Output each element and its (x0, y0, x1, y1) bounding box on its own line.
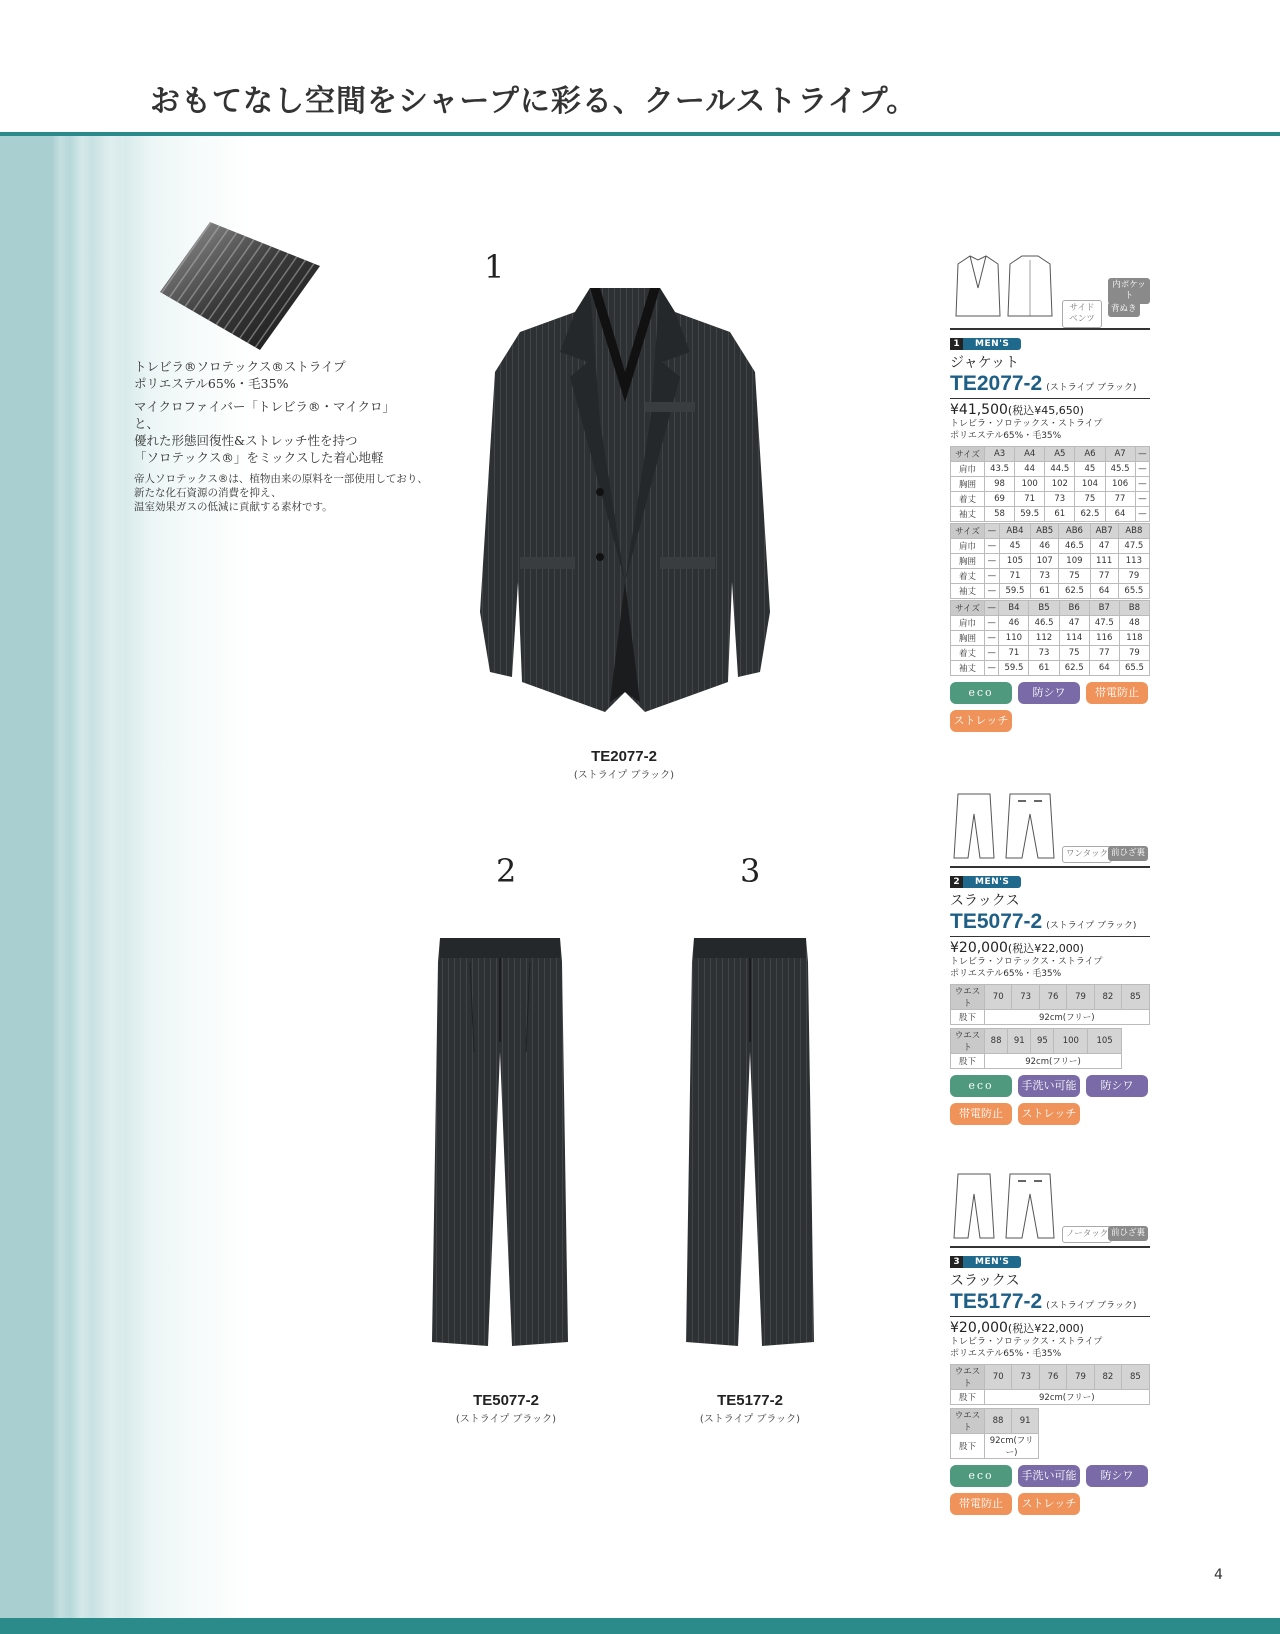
size-table (950, 446, 1150, 522)
size-row (951, 1365, 1150, 1390)
size-cell: AB6 (1059, 524, 1090, 539)
size-table (950, 1028, 1122, 1069)
size-row (951, 646, 1150, 661)
product-material (950, 956, 1150, 980)
eco-badge: eco (950, 1465, 1012, 1487)
size-cell: 95 (1031, 1029, 1054, 1054)
slacks-line-drawing (950, 1170, 1060, 1240)
size-cell: 61 (1031, 584, 1059, 599)
size-cell: B4 (999, 601, 1029, 616)
size-row (951, 569, 1150, 584)
slacks-2-color: (ストライプ ブラック) (455, 1414, 557, 1425)
divider (950, 1246, 1150, 1248)
mens-label (950, 876, 1150, 888)
size-cell: 股下 (951, 1390, 985, 1405)
fabric-desc: マイクロファイバー「トレビラ®・マイクロ」 (134, 399, 396, 414)
size-cell: 45 (1075, 462, 1105, 477)
size-cell: 73 (1012, 985, 1039, 1010)
size-cell: — (985, 616, 999, 631)
feature-tag: 前ひざ裏 (1108, 1226, 1148, 1241)
fabric-desc: 優れた形態回復性&ストレッチ性を持つ (134, 433, 358, 448)
stretch-badge: ストレッチ (950, 710, 1012, 732)
slacks-two-tuck-photo (430, 932, 570, 1352)
size-row (951, 584, 1150, 599)
size-cell: 71 (1015, 492, 1045, 507)
size-cell: — (985, 539, 1000, 554)
size-cell: 59.5 (999, 661, 1029, 676)
product-category: スラックス (950, 893, 1020, 909)
wrinkle-free-badge: 防シワ (1086, 1465, 1148, 1487)
size-cell: 88 (985, 1409, 1012, 1434)
bottom-divider (0, 1618, 1280, 1634)
mens-badge: MEN'S (963, 876, 1021, 888)
size-cell: 58 (985, 507, 1015, 522)
size-row (951, 492, 1150, 507)
size-table (950, 600, 1150, 676)
size-cell: 46 (999, 616, 1029, 631)
size-cell: 71 (999, 646, 1029, 661)
jacket-line-drawing (950, 252, 1060, 322)
spec-panel-jacket (950, 252, 1150, 732)
product-price (950, 940, 1150, 956)
page-number: 4 (1214, 1567, 1223, 1583)
size-cell: 47.5 (1118, 539, 1149, 554)
feature-tag: 背ぬき (1108, 302, 1140, 317)
photo-number-1: 1 (484, 248, 505, 286)
size-cell: サイズ (951, 601, 985, 616)
size-table (950, 1408, 1039, 1459)
antistatic-badge: 帯電防止 (1086, 682, 1148, 704)
size-cell: 61 (1029, 661, 1059, 676)
size-cell: 65.5 (1119, 661, 1149, 676)
feature-badges (950, 1075, 1150, 1125)
size-cell: 116 (1089, 631, 1119, 646)
feature-tag: ワンタック (1062, 846, 1112, 863)
size-cell: 82 (1094, 1365, 1121, 1390)
slacks-2-caption (396, 1392, 616, 1425)
material-line: ポリエステル65%・毛35% (950, 431, 1062, 441)
jacket-caption (514, 748, 734, 781)
slacks-2-code: TE5077-2 (473, 1392, 539, 1409)
size-cell: 104 (1075, 477, 1105, 492)
size-cell: 110 (999, 631, 1029, 646)
size-row (951, 1029, 1122, 1054)
hand-washable-badge: 手洗い可能 (1018, 1075, 1080, 1097)
product-model (950, 1290, 1150, 1314)
antistatic-badge: 帯電防止 (950, 1493, 1012, 1515)
photo-number-3: 3 (740, 852, 761, 890)
size-cell: ウエスト (951, 1365, 985, 1390)
stretch-badge: ストレッチ (1018, 1493, 1080, 1515)
size-cell: ウエスト (951, 985, 985, 1010)
size-cell: 114 (1059, 631, 1089, 646)
size-cell: 股下 (951, 1434, 985, 1459)
size-cell: A7 (1105, 447, 1135, 462)
fabric-desc: と、 (134, 416, 160, 431)
size-cell: B7 (1089, 601, 1119, 616)
eco-note: 帝人ソロテックス®は、植物由来の原料を一部使用しており、 (134, 473, 428, 485)
size-row (951, 447, 1150, 462)
wrinkle-free-badge: 防シワ (1018, 682, 1080, 704)
product-category: ジャケット (950, 355, 1020, 371)
feature-badges (950, 682, 1150, 732)
size-cell: — (985, 569, 1000, 584)
fabric-desc: 「ソロテックス®」をミックスした着心地軽 (134, 450, 384, 465)
size-row (951, 1390, 1150, 1405)
spec-panel-slacks-3 (950, 1170, 1150, 1515)
size-cell: 62.5 (1059, 584, 1090, 599)
size-cell: A3 (985, 447, 1015, 462)
jacket-code: TE2077-2 (591, 748, 657, 765)
mens-badge: MEN'S (963, 338, 1021, 350)
size-row (951, 554, 1150, 569)
size-cell: 肩巾 (951, 539, 985, 554)
product-variant: (ストライプ ブラック) (1046, 383, 1137, 393)
size-cell: 胸囲 (951, 477, 985, 492)
size-cell: — (1135, 492, 1149, 507)
size-cell: A4 (1015, 447, 1045, 462)
size-cell: 100 (1054, 1029, 1088, 1054)
size-cell: 71 (999, 569, 1030, 584)
size-cell: 76 (1039, 1365, 1066, 1390)
size-cell: 85 (1122, 1365, 1149, 1390)
wrinkle-free-badge: 防シワ (1086, 1075, 1148, 1097)
antistatic-badge: 帯電防止 (950, 1103, 1012, 1125)
size-cell: 45.5 (1105, 462, 1135, 477)
product-number: 2 (950, 876, 963, 888)
size-cell: 43.5 (985, 462, 1015, 477)
size-cell: 59.5 (1015, 507, 1045, 522)
size-cell: 92cm(フリー) (985, 1390, 1150, 1405)
size-cell: 48 (1119, 616, 1149, 631)
product-variant: (ストライプ ブラック) (1046, 921, 1137, 931)
size-cell: 91 (1008, 1029, 1031, 1054)
size-cell: 75 (1059, 569, 1090, 584)
size-cell: 46.5 (1059, 539, 1090, 554)
size-cell: — (985, 584, 1000, 599)
size-cell: AB8 (1118, 524, 1149, 539)
product-model (950, 372, 1150, 396)
product-number: 1 (950, 338, 963, 350)
size-cell: 肩巾 (951, 616, 985, 631)
divider (950, 328, 1150, 330)
material-line: ポリエステル65%・毛35% (950, 969, 1062, 979)
size-cell: 112 (1029, 631, 1059, 646)
size-row (951, 1010, 1150, 1025)
size-cell: 胸囲 (951, 631, 985, 646)
size-cell: 102 (1045, 477, 1075, 492)
size-row (951, 539, 1150, 554)
size-cell: 107 (1031, 554, 1059, 569)
size-cell: 76 (1039, 985, 1066, 1010)
size-cell: 92cm(フリー) (985, 1054, 1122, 1069)
size-cell: 64 (1089, 661, 1119, 676)
slacks-3-color: (ストライプ ブラック) (699, 1414, 801, 1425)
size-cell: 118 (1119, 631, 1149, 646)
eco-badge: eco (950, 1075, 1012, 1097)
size-cell: — (985, 554, 1000, 569)
size-row (951, 631, 1150, 646)
slacks-no-tuck-photo (680, 932, 820, 1352)
size-cell: A5 (1045, 447, 1075, 462)
size-cell: 袖丈 (951, 507, 985, 522)
spec-panel-slacks-2 (950, 790, 1150, 1125)
size-cell: 59.5 (999, 584, 1030, 599)
size-cell: 65.5 (1118, 584, 1149, 599)
size-cell: 105 (999, 554, 1030, 569)
size-cell: 98 (985, 477, 1015, 492)
size-row (951, 616, 1150, 631)
size-cell: B8 (1119, 601, 1149, 616)
size-cell: 75 (1075, 492, 1105, 507)
jacket-sketch (950, 252, 1150, 326)
size-cell: — (1135, 447, 1149, 462)
size-cell: 77 (1090, 569, 1118, 584)
size-cell: 袖丈 (951, 584, 985, 599)
divider (950, 866, 1150, 868)
size-cell: 79 (1067, 1365, 1094, 1390)
product-price (950, 402, 1150, 418)
size-cell: ウエスト (951, 1029, 985, 1054)
slacks-sketch (950, 790, 1150, 864)
price-tax: (税込¥22,000) (1007, 1322, 1084, 1335)
size-row (951, 462, 1150, 477)
price-tax: (税込¥45,650) (1007, 404, 1084, 417)
size-cell: 62.5 (1059, 661, 1089, 676)
material-line: ポリエステル65%・毛35% (950, 1349, 1062, 1359)
feature-tag: ノータック (1062, 1226, 1112, 1243)
size-cell: 70 (985, 1365, 1012, 1390)
size-cell: 肩巾 (951, 462, 985, 477)
mens-label (950, 338, 1150, 350)
size-cell: 袖丈 (951, 661, 985, 676)
size-row (951, 507, 1150, 522)
feature-tag: 内ポケット (1108, 278, 1150, 304)
size-cell: ウエスト (951, 1409, 985, 1434)
divider (950, 398, 1150, 399)
size-cell: 62.5 (1075, 507, 1105, 522)
size-row (951, 601, 1150, 616)
fabric-name: トレビラ®ソロテックス®ストライプ (134, 359, 346, 374)
feature-badges (950, 1465, 1150, 1515)
product-category: スラックス (950, 1273, 1020, 1289)
price-value: ¥20,000 (950, 940, 1008, 956)
size-cell: 73 (1045, 492, 1075, 507)
size-cell: 着丈 (951, 492, 985, 507)
size-cell: — (1135, 477, 1149, 492)
product-variant: (ストライプ ブラック) (1046, 1301, 1137, 1311)
feature-tag: サイドベンツ (1062, 300, 1102, 328)
size-cell: 91 (1012, 1409, 1039, 1434)
size-cell: サイズ (951, 447, 985, 462)
size-cell: 着丈 (951, 646, 985, 661)
size-cell: — (985, 601, 999, 616)
size-cell: 77 (1089, 646, 1119, 661)
page-headline: おもてなし空間をシャープに彩る、クールストライプ。 (150, 84, 918, 119)
size-tables (950, 446, 1150, 676)
size-cell: B5 (1029, 601, 1059, 616)
size-tables (950, 1364, 1150, 1459)
size-cell: 92cm(フリー) (985, 1434, 1039, 1459)
size-row (951, 985, 1150, 1010)
mens-badge: MEN'S (963, 1256, 1021, 1268)
size-cell: 92cm(フリー) (985, 1010, 1150, 1025)
size-cell: 胸囲 (951, 554, 985, 569)
size-cell: 股下 (951, 1054, 985, 1069)
size-row (951, 1409, 1039, 1434)
product-number: 3 (950, 1256, 963, 1268)
size-cell: B6 (1059, 601, 1089, 616)
size-cell: 109 (1059, 554, 1090, 569)
size-cell: AB5 (1031, 524, 1059, 539)
top-divider (0, 132, 1280, 136)
size-cell: — (1135, 507, 1149, 522)
size-cell: — (1135, 462, 1149, 477)
divider (950, 936, 1150, 937)
size-cell: 85 (1122, 985, 1149, 1010)
product-material (950, 1336, 1150, 1360)
size-cell: 64 (1105, 507, 1135, 522)
size-cell: 73 (1031, 569, 1059, 584)
size-cell: 70 (985, 985, 1012, 1010)
slacks-3-code: TE5177-2 (717, 1392, 783, 1409)
size-cell: — (985, 631, 999, 646)
size-cell: 82 (1094, 985, 1121, 1010)
product-code: TE5077-2 (950, 910, 1043, 933)
eco-note: 新たな化石資源の消費を抑え、 (134, 487, 282, 499)
price-tax: (税込¥22,000) (1007, 942, 1084, 955)
slacks-3-caption (640, 1392, 860, 1425)
slacks-line-drawing (950, 790, 1060, 860)
jacket-color: (ストライプ ブラック) (573, 770, 675, 781)
size-cell: 44.5 (1045, 462, 1075, 477)
fabric-composition: ポリエステル65%・毛35% (134, 376, 289, 391)
size-cell: 61 (1045, 507, 1075, 522)
price-value: ¥20,000 (950, 1320, 1008, 1336)
price-value: ¥41,500 (950, 402, 1008, 418)
size-cell: 79 (1118, 569, 1149, 584)
size-cell: 79 (1119, 646, 1149, 661)
size-cell: — (985, 524, 1000, 539)
size-cell: 46.5 (1029, 616, 1059, 631)
size-cell: 73 (1012, 1365, 1039, 1390)
size-cell: 46 (1031, 539, 1059, 554)
stretch-badge: ストレッチ (1018, 1103, 1080, 1125)
product-code: TE5177-2 (950, 1290, 1043, 1313)
size-cell: 100 (1015, 477, 1045, 492)
slacks-sketch (950, 1170, 1150, 1244)
size-cell: — (985, 646, 999, 661)
material-line: トレビラ・ソロテックス・ストライプ (950, 1337, 1103, 1347)
size-cell: 73 (1029, 646, 1059, 661)
product-model (950, 910, 1150, 934)
size-cell: 47 (1059, 616, 1089, 631)
product-price (950, 1320, 1150, 1336)
size-row (951, 524, 1150, 539)
size-row (951, 1054, 1122, 1069)
size-row (951, 1434, 1039, 1459)
size-row (951, 477, 1150, 492)
size-cell: 105 (1088, 1029, 1122, 1054)
eco-note: 温室効果ガスの低減に貢献する素材です。 (134, 501, 333, 513)
size-cell: 69 (985, 492, 1015, 507)
size-cell: AB7 (1090, 524, 1118, 539)
size-cell: AB4 (999, 524, 1030, 539)
divider (950, 1316, 1150, 1317)
size-cell: 64 (1090, 584, 1118, 599)
size-cell: 88 (985, 1029, 1008, 1054)
hand-washable-badge: 手洗い可能 (1018, 1465, 1080, 1487)
fabric-description (134, 358, 464, 520)
size-table (950, 984, 1150, 1025)
size-cell: 44 (1015, 462, 1045, 477)
size-cell: 股下 (951, 1010, 985, 1025)
size-cell: A6 (1075, 447, 1105, 462)
size-cell: 79 (1067, 985, 1094, 1010)
product-code: TE2077-2 (950, 372, 1043, 395)
fabric-swatch-image (150, 214, 330, 354)
size-cell: サイズ (951, 524, 985, 539)
mens-label (950, 1256, 1150, 1268)
product-material (950, 418, 1150, 442)
eco-badge: eco (950, 682, 1012, 704)
material-line: トレビラ・ソロテックス・ストライプ (950, 419, 1103, 429)
material-line: トレビラ・ソロテックス・ストライプ (950, 957, 1103, 967)
size-tables (950, 984, 1150, 1069)
size-cell: 着丈 (951, 569, 985, 584)
jacket-photo (470, 282, 780, 722)
size-cell: 47 (1090, 539, 1118, 554)
size-cell: 45 (999, 539, 1030, 554)
size-cell: — (985, 661, 999, 676)
size-cell: 77 (1105, 492, 1135, 507)
size-cell: 106 (1105, 477, 1135, 492)
size-cell: 75 (1059, 646, 1089, 661)
feature-tag: 前ひざ裏 (1108, 846, 1148, 861)
size-row (951, 661, 1150, 676)
size-cell: 111 (1090, 554, 1118, 569)
size-table (950, 523, 1150, 599)
size-cell: 113 (1118, 554, 1149, 569)
size-table (950, 1364, 1150, 1405)
photo-number-2: 2 (496, 852, 517, 890)
size-cell: 47.5 (1089, 616, 1119, 631)
